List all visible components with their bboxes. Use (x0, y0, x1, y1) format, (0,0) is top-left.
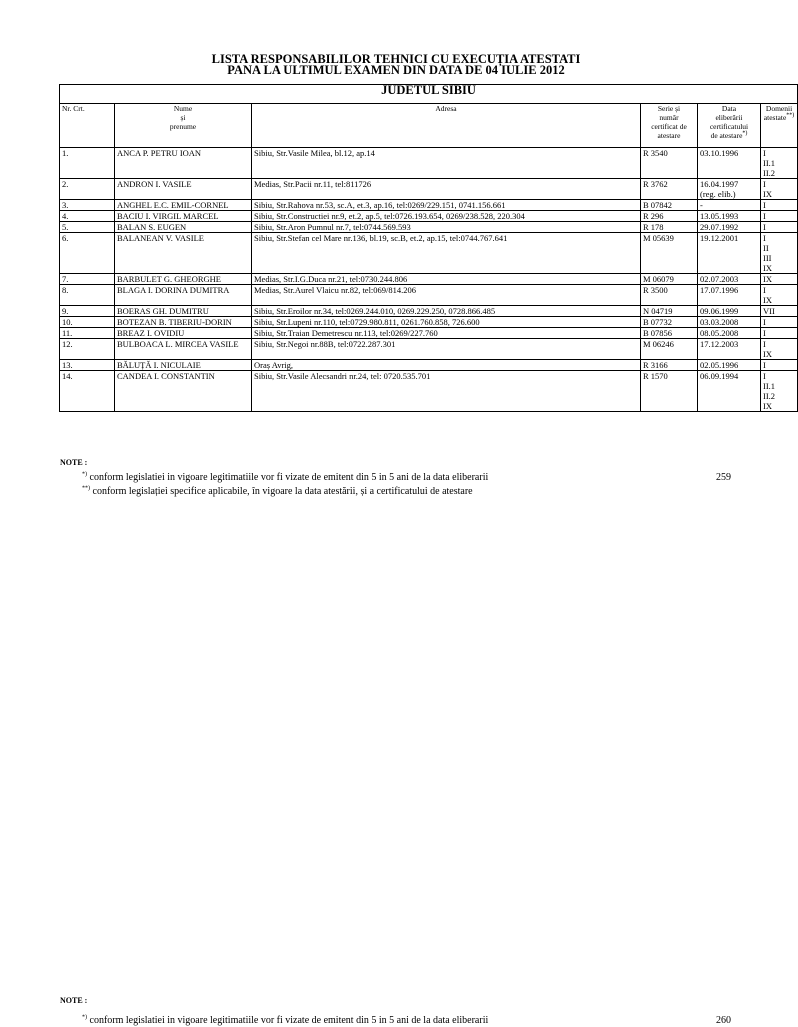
cell-domains: I II.1 II.2 (761, 148, 798, 179)
column-header-domains-mark: **) (786, 112, 795, 119)
cell-address: Sibiu, Str.Stefan cel Mare nr.136, bl.19, sc.B, et.2, ap.15, tel:0744.767.641 (252, 233, 641, 274)
note-2-page-1 (82, 486, 473, 498)
cell-serie: B 07856 (641, 328, 698, 339)
cell-nr: 3. (60, 200, 115, 211)
table-row (60, 285, 798, 306)
cell-address: Sibiu, Str.Vasile Alecsandri nr.24, tel: 0720.535.701 (252, 371, 641, 412)
cell-serie: R 3500 (641, 285, 698, 306)
cell-nr: 6. (60, 233, 115, 274)
page-number-2: 260 (716, 1015, 731, 1026)
cell-serie: R 178 (641, 222, 698, 233)
cell-name: BULBOACA L. MIRCEA VASILE (115, 339, 252, 360)
cell-name: BALANEAN V. VASILE (115, 233, 252, 274)
county-heading: JUDETUL SIBIU (60, 85, 798, 104)
cell-address: Sibiu, Str.Negoi nr.88B, tel:0722.287.301 (252, 339, 641, 360)
cell-name: BOERAS GH. DUMITRU (115, 306, 252, 317)
cell-serie: R 3540 (641, 148, 698, 179)
table-row (60, 306, 798, 317)
cell-serie: R 1570 (641, 371, 698, 412)
cell-name: BLAGA I. DORINA DUMITRA (115, 285, 252, 306)
cell-address: Sibiu, Str.Lupeni nr.110, tel:0729.980.811, 0261.760.858, 726.600 (252, 317, 641, 328)
note-1-text-page-2: conform legislatiei in vigoare legitimatiile vor fi vizate de emitent din 5 in 5 ani de la data eliberarii (89, 1015, 489, 1026)
cell-domains: I (761, 317, 798, 328)
cell-domains: I (761, 211, 798, 222)
cell-nr: 10. (60, 317, 115, 328)
note-1-mark-page-2: *) (82, 1014, 87, 1021)
cell-name: ANDRON I. VASILE (115, 179, 252, 200)
cell-serie: M 05639 (641, 233, 698, 274)
registry-table-page-1 (59, 84, 798, 412)
column-header-nr: Nr. Crt. (60, 104, 115, 148)
cell-nr: 2. (60, 179, 115, 200)
cell-domains: I (761, 328, 798, 339)
cell-address: Medias, Str.Aurel Vlaicu nr.82, tel:069/814.206 (252, 285, 641, 306)
cell-date: 09.06.1999 (698, 306, 761, 317)
note-2-text: conform legislației specifice aplicabile, în vigoare la data atestării, și a certificatului de atestare (92, 486, 473, 497)
column-header-date (698, 104, 761, 148)
note-label-2: NOTE : (60, 996, 88, 1005)
cell-domains: I IX (761, 285, 798, 306)
note-1-mark: *) (82, 471, 87, 478)
cell-date: 19.12.2001 (698, 233, 761, 274)
cell-serie: B 07842 (641, 200, 698, 211)
column-header-domains (761, 104, 798, 148)
cell-address: Sibiu, Str.Eroilor nr.34, tel:0269.244.010, 0269.229.250, 0728.866.485 (252, 306, 641, 317)
cell-nr: 8. (60, 285, 115, 306)
cell-date: 02.07.2003 (698, 274, 761, 285)
table-row (60, 317, 798, 328)
cell-date: 17.12.2003 (698, 339, 761, 360)
cell-domains: I IX (761, 339, 798, 360)
cell-name: BOTEZAN B. TIBERIU-DORIN (115, 317, 252, 328)
cell-address: Medias, Str.I.G.Duca nr.21, tel:0730.244.806 (252, 274, 641, 285)
cell-address: Sibiu, Str.Vasile Milea, bl.12, ap.14 (252, 148, 641, 179)
cell-name: BARBULET G. GHEORGHE (115, 274, 252, 285)
note-1-text: conform legislatiei in vigoare legitimatiile vor fi vizate de emitent din 5 in 5 ani de la data eliberarii (89, 472, 489, 483)
table-row (60, 179, 798, 200)
column-header-serie-text: Serie și număr certificat de atestare (651, 104, 687, 140)
cell-address: Medias, Str.Pacii nr.11, tel:811726 (252, 179, 641, 200)
cell-date: 17.07.1996 (698, 285, 761, 306)
table-row (60, 200, 798, 211)
column-header-name-text: Nume și prenume (169, 104, 197, 131)
table-row (60, 222, 798, 233)
cell-domains: I (761, 360, 798, 371)
cell-address: Sibiu, Str.Aron Pumnul nr.7, tel:0744.569.593 (252, 222, 641, 233)
cell-domains: VII (761, 306, 798, 317)
column-header-serie (641, 104, 698, 148)
cell-serie: R 296 (641, 211, 698, 222)
cell-date: 03.03.2008 (698, 317, 761, 328)
cell-domains: I IX (761, 179, 798, 200)
cell-nr: 12. (60, 339, 115, 360)
cell-domains: I (761, 222, 798, 233)
cell-domains: IX (761, 274, 798, 285)
table-row (60, 328, 798, 339)
cell-serie: M 06079 (641, 274, 698, 285)
column-header-date-text: Data eliberării certificatului de atestare (709, 104, 749, 140)
cell-nr: 14. (60, 371, 115, 412)
note-1-page-2 (82, 1015, 488, 1027)
document-title-line-1: LISTA RESPONSABILILOR TEHNICI CU EXECUȚIA ATESTATI (211, 52, 581, 66)
table-row (60, 233, 798, 274)
cell-date: 06.09.1994 (698, 371, 761, 412)
cell-address: Sibiu, Str.Constructiei nr.9, et.2, ap.5, tel:0726.193.654, 0269/238.528, 220.304 (252, 211, 641, 222)
cell-serie: R 3166 (641, 360, 698, 371)
note-label-1: NOTE : (60, 458, 88, 467)
page-number-1: 259 (716, 472, 731, 483)
cell-serie: B 07732 (641, 317, 698, 328)
cell-serie: M 06246 (641, 339, 698, 360)
table-row (60, 371, 798, 412)
cell-name: ANGHEL E.C. EMIL-CORNEL (115, 200, 252, 211)
document-title-line-2: PANA LA ULTIMUL EXAMEN DIN DATA DE 04 IULIE 2012 (227, 63, 565, 77)
cell-name: CANDEA I. CONSTANTIN (115, 371, 252, 412)
cell-nr: 13. (60, 360, 115, 371)
cell-nr: 1. (60, 148, 115, 179)
cell-serie: R 3762 (641, 179, 698, 200)
cell-date: 29.07.1992 (698, 222, 761, 233)
cell-domains: I II III IX (761, 233, 798, 274)
cell-nr: 5. (60, 222, 115, 233)
column-header-date-mark: *) (742, 130, 748, 137)
cell-nr: 9. (60, 306, 115, 317)
cell-address: Sibiu, Str.Traian Demetrescu nr.113, tel:0269/227.760 (252, 328, 641, 339)
cell-name: BĂLUȚĂ I. NICULAIE (115, 360, 252, 371)
cell-nr: 11. (60, 328, 115, 339)
cell-date: 08.05.2008 (698, 328, 761, 339)
cell-date: 03.10.1996 (698, 148, 761, 179)
cell-nr: 4. (60, 211, 115, 222)
cell-name: ANCA P. PETRU IOAN (115, 148, 252, 179)
cell-domains: I (761, 200, 798, 211)
column-header-name (115, 104, 252, 148)
cell-date: 16.04.1997 (reg. elib.) (698, 179, 761, 200)
cell-address: Sibiu, Str.Rahova nr.53, sc.A, et.3, ap.16, tel:0269/229.151, 0741.156.661 (252, 200, 641, 211)
table-row (60, 274, 798, 285)
column-header-domains-text: Domenii atestate (763, 104, 793, 122)
note-1-page-1 (82, 472, 488, 484)
cell-serie: N 04719 (641, 306, 698, 317)
cell-name: BREAZ I. OVIDIU (115, 328, 252, 339)
column-header-address: Adresa (252, 104, 641, 148)
table-row (60, 211, 798, 222)
cell-date: - (698, 200, 761, 211)
table-row (60, 148, 798, 179)
cell-address: Oraș Avrig, (252, 360, 641, 371)
table-row (60, 360, 798, 371)
cell-date: 13.05.1993 (698, 211, 761, 222)
note-2-mark: **) (82, 485, 90, 492)
cell-domains: I II.1 II.2 IX (761, 371, 798, 412)
cell-date: 02.05.1996 (698, 360, 761, 371)
table-row (60, 339, 798, 360)
cell-name: BALAN S. EUGEN (115, 222, 252, 233)
cell-nr: 7. (60, 274, 115, 285)
cell-name: BACIU I. VIRGIL MARCEL (115, 211, 252, 222)
